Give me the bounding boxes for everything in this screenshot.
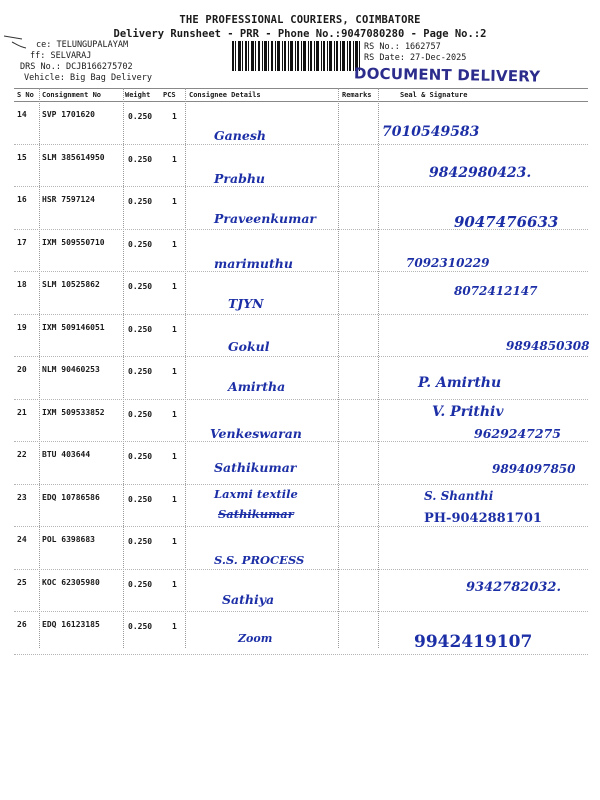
handwritten-signature: 7092310229 xyxy=(406,255,490,270)
row-weight: 0.250 xyxy=(128,282,153,291)
row-consignment: HSR 7597124 xyxy=(42,195,95,204)
table-row xyxy=(14,612,588,655)
row-weight: 0.250 xyxy=(128,409,153,419)
row-sno: 15 xyxy=(17,152,27,162)
handwritten-consignee: Ganesh xyxy=(214,128,266,143)
handwritten-consignee: Laxmi textile xyxy=(214,486,298,501)
handwritten-consignee: Amirtha xyxy=(228,379,286,394)
runsheet-meta-left xyxy=(20,40,152,84)
row-consignment: SLM 385614950 xyxy=(42,152,105,162)
row-consignment: SLM 10525862 xyxy=(42,280,100,289)
row-pcs: 1 xyxy=(172,154,177,164)
table-row xyxy=(14,187,588,230)
row-weight: 0.250 xyxy=(128,197,153,206)
company-title: THE PROFESSIONAL COURIERS, COIMBATORE xyxy=(179,14,421,26)
row-sno: 21 xyxy=(17,407,27,417)
runsheet-meta-right xyxy=(364,42,466,64)
row-consignment: BTU 403644 xyxy=(42,450,91,459)
col-weight: Weight xyxy=(125,91,151,99)
row-sno: 17 xyxy=(17,237,27,247)
table-row xyxy=(14,527,588,570)
handwritten-signature: P. Amirthu xyxy=(418,375,502,391)
row-sno: 25 xyxy=(17,577,27,587)
row-weight: 0.250 xyxy=(128,452,153,461)
row-pcs: 1 xyxy=(172,622,177,631)
handwritten-signature: V. Prithiv xyxy=(432,403,504,420)
row-weight: 0.250 xyxy=(128,112,153,121)
handwritten-signature: 9342782032. xyxy=(466,579,561,595)
row-weight: 0.250 xyxy=(128,324,153,334)
drs-number: DRS No.: DCJB166275702 xyxy=(20,62,133,72)
handwritten-signature: 9894097850 xyxy=(492,462,576,476)
handwritten-consignee: Gokul xyxy=(228,338,270,354)
row-weight: 0.250 xyxy=(128,367,153,376)
table-row xyxy=(14,102,588,145)
table-row xyxy=(14,272,588,315)
office-line: ce: TELUNGUPALAYAM xyxy=(36,40,129,50)
row-consignment: POL 6398683 xyxy=(42,535,95,544)
row-pcs: 1 xyxy=(172,494,177,504)
handwritten-consignee: Praveenkumar xyxy=(214,211,317,226)
handwritten-consignee: Zoom xyxy=(238,632,273,645)
table-row xyxy=(14,230,588,273)
row-consignment: IXM 509550710 xyxy=(42,237,105,247)
handwritten-consignee: Prabhu xyxy=(214,170,266,186)
col-remarks: Remarks xyxy=(342,91,372,99)
document-delivery-stamp: DOCUMENT DELIVERY xyxy=(353,64,541,86)
row-pcs: 1 xyxy=(172,367,177,376)
row-weight: 0.250 xyxy=(128,154,153,164)
col-sno: S No xyxy=(17,91,34,99)
table-header xyxy=(14,88,588,102)
row-pcs: 1 xyxy=(172,452,177,461)
row-weight: 0.250 xyxy=(128,579,153,589)
handwritten-consignee-struck: Sathikumar xyxy=(218,506,294,521)
row-pcs: 1 xyxy=(172,239,177,249)
row-consignment: IXM 509533852 xyxy=(42,407,105,417)
row-weight: 0.250 xyxy=(128,494,153,504)
staff-line: ff: SELVARAJ xyxy=(30,51,92,61)
table-row xyxy=(14,485,588,528)
row-pcs: 1 xyxy=(172,197,177,206)
vehicle-line: Vehicle: Big Bag Delivery xyxy=(24,73,152,83)
row-pcs: 1 xyxy=(172,324,177,334)
row-consignment: IXM 509146051 xyxy=(42,322,105,332)
row-sno: 18 xyxy=(17,280,27,289)
row-pcs: 1 xyxy=(172,112,177,121)
col-signature: Seal & Signature xyxy=(400,91,468,99)
table-row xyxy=(14,400,588,443)
handwritten-signature: 9894850308 xyxy=(506,338,590,353)
handwritten-phone: 9629247275 xyxy=(474,425,561,441)
table-row xyxy=(14,315,588,358)
row-weight: 0.250 xyxy=(128,537,153,546)
row-consignment: SVP 1701620 xyxy=(42,110,95,119)
row-pcs: 1 xyxy=(172,409,177,419)
row-sno: 22 xyxy=(17,450,27,459)
handwritten-consignee: S.S. PROCESS xyxy=(214,553,305,567)
handwritten-signature: 9047476633 xyxy=(454,213,559,231)
row-pcs: 1 xyxy=(172,282,177,291)
row-consignment: NLM 90460253 xyxy=(42,365,100,374)
table-row xyxy=(14,442,588,485)
row-consignment: KOC 62305980 xyxy=(42,577,100,587)
handwritten-signature: 8072412147 xyxy=(454,284,538,298)
row-consignment: EDQ 16123185 xyxy=(42,620,100,629)
row-sno: 14 xyxy=(17,110,27,119)
handwritten-signature: 9942419107 xyxy=(414,632,533,652)
row-sno: 26 xyxy=(17,620,27,629)
runsheet-title: Delivery Runsheet - PRR - Phone No.:9047080280 - Page No.:2 xyxy=(113,28,487,40)
handwritten-signature: 7010549583 xyxy=(382,124,480,140)
row-sno: 20 xyxy=(17,365,27,374)
table-row xyxy=(14,145,588,188)
table-row xyxy=(14,570,588,613)
handwritten-consignee: Sathiya xyxy=(222,591,275,607)
col-consignment: Consignment No xyxy=(42,91,102,99)
col-consignee: Consignee Details xyxy=(189,91,261,99)
handwritten-signature: S. Shanthi xyxy=(424,488,494,503)
rs-date: RS Date: 27-Dec-2025 xyxy=(364,53,467,63)
handwritten-consignee: marimuthu xyxy=(214,255,293,271)
row-sno: 24 xyxy=(17,535,27,544)
row-sno: 16 xyxy=(17,195,27,204)
table-row xyxy=(14,357,588,400)
barcode xyxy=(232,41,360,71)
row-weight: 0.250 xyxy=(128,622,153,631)
row-sno: 19 xyxy=(17,322,27,332)
handwritten-consignee: Sathikumar xyxy=(214,460,297,475)
handwritten-phone: PH-9042881701 xyxy=(424,510,542,526)
col-pcs: PCS xyxy=(163,91,176,99)
row-sno: 23 xyxy=(17,492,27,502)
row-consignment: EDQ 10786586 xyxy=(42,492,100,502)
row-pcs: 1 xyxy=(172,537,177,546)
rs-number: RS No.: 1662757 xyxy=(364,42,441,52)
handwritten-signature: 9842980423. xyxy=(429,164,532,181)
row-pcs: 1 xyxy=(172,579,177,589)
handwritten-consignee: TJYN xyxy=(228,296,264,311)
row-weight: 0.250 xyxy=(128,239,153,249)
handwritten-consignee: Venkeswaran xyxy=(210,425,302,441)
